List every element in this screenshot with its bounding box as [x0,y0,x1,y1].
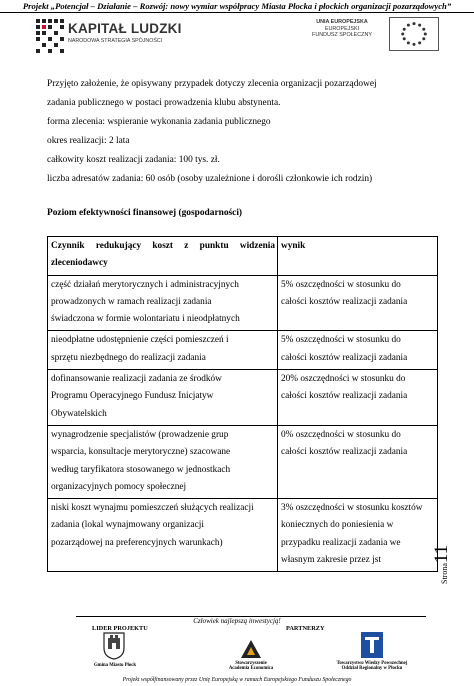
section-title: Poziom efektywności finansowej (gospodarności) [47,208,243,218]
intro-line: Przyjęto założenie, że opisywany przypadek dotyczy zlecenia organizacji pozarządowej [47,79,377,89]
cell-line: 3% oszczędności w stosunku kosztów [281,503,423,514]
cell-line: sprzętu niezbędnego do realizacji zadania [51,352,206,363]
cell-line: całości kosztów realizacji zadania [281,296,408,307]
result-cell [278,275,438,331]
table-row [48,370,438,426]
cell-line: nieodpłatne udostępnienie części pomieszczeń i [51,335,229,346]
cell-line: dofinansowanie realizacji zadania ze środków [51,374,222,385]
cell-line: 20% oszczędności w stosunku do [281,374,406,385]
twp-logo-icon [361,632,383,658]
cell-line: organizacyjnych pomocy społecznej [51,481,187,492]
table-header-row [48,237,438,276]
factor-cell [48,331,278,370]
table-header-factor [48,237,278,276]
table-row [48,499,438,572]
header-divider [0,12,474,13]
cell-line: 5% oszczędności w stosunku do [281,279,401,290]
result-cell [278,499,438,572]
cell-line: 0% oszczędności w stosunku do [281,429,401,440]
eu-line-1: UNIA EUROPEJSKA [316,19,368,25]
eu-logo-text [302,19,382,39]
table-row [48,331,438,370]
partner-2-name [322,661,422,671]
factor-cell [48,370,278,426]
factor-cell [48,275,278,331]
table-row [48,275,438,331]
cell-line: część działań merytorycznych i administracyjnych [51,279,239,290]
kapital-ludzki-emblem-icon [34,17,66,55]
page-number-value: 11 [431,544,452,564]
cell-line: koniecznych do poniesienia w [281,520,394,531]
header-line: Czynnik redukujący koszt z punktu widzenia [51,241,275,251]
academia-economica-logo-icon [240,639,262,659]
intro-line: całkowity koszt realizacji zadania: 100 tys. zł. [47,155,220,165]
lider-name: Gmina Miasto Płock [93,663,137,668]
page-number [431,544,451,584]
eu-logo [302,17,442,51]
cell-line: Programu Operacyjnego Fundusz Inicjatyw [51,391,214,402]
footer-motto: Człowiek najlepszą inwestycją! [193,617,281,625]
eu-line-3: FUNDUSZ SPOŁECZNY [312,32,372,39]
factor-cell [48,425,278,498]
cell-line: niski koszt wynajmu pomieszczeń służących realizacji [51,503,254,514]
intro-line: okres realizacji: 2 lata [47,136,130,146]
lider-label: LIDER PROJEKTU [92,625,148,632]
efficiency-table [47,236,438,572]
cell-line: całości kosztów realizacji zadania [281,447,408,458]
table-row [48,425,438,498]
cell-line: świadczona w formie wolontariatu i nieodpłatnych [51,314,240,325]
result-cell [278,331,438,370]
partner-1-name [211,661,291,671]
kapital-ludzki-logo [34,17,184,57]
plock-coat-of-arms-icon [103,632,125,660]
cell-line: własnym zakresie przez jst [281,555,381,566]
eu-flag-icon [389,17,439,51]
cell-line: wynagrodzenie specjalistów (prowadzenie grup [51,429,229,440]
footer-project-note: Projekt współfinansowany przez Unię Europejską w ramach Europejskiego Funduszu Społecznego [122,677,352,683]
cell-line: według taryfikatora stosowanego w jednostkach [51,464,231,475]
cell-line: całości kosztów realizacji zadania [281,352,408,363]
partner-2-line: Towarzystwo Wiedzy Powszechnej [336,661,408,666]
cell-line: pozarządowej na preferencyjnych warunkach) [51,537,223,548]
partner-1-line: Academia Economica [228,666,274,671]
kapital-ludzki-subtitle: NARODOWA STRATEGIA SPÓJNOŚCI [68,38,163,44]
intro-line: forma zlecenia: wspieranie wykonania zadania publicznego [47,117,271,127]
intro-line: zadania publicznego w postaci prowadzenia klubu abstynenta. [47,98,281,108]
cell-line: wsparcia, konsultacje merytoryczne) szacowane [51,447,231,458]
factor-cell [48,499,278,572]
partnerzy-label: PARTNERZY [286,625,325,632]
cell-line: przypadku realizacji zadania we [281,537,401,548]
partner-2-line: Oddział Regionalny w Płocku [341,666,403,671]
table-header-result: wynik [278,237,438,276]
result-cell [278,370,438,426]
kapital-ludzki-title: KAPITAŁ LUDZKI [68,21,182,36]
cell-line: 5% oszczędności w stosunku do [281,335,401,346]
cell-line: zadania (lokal wynajmowany organizacji [51,520,204,531]
cell-line: prowadzonych w ramach realizacji zadania [51,296,212,307]
intro-line: liczba adresatów zadania: 60 osób (osoby uzależnione i dorośli członkowie ich rodzin) [47,174,373,184]
eu-line-2: EUROPEJSKI [324,25,360,32]
header-line: zleceniodawcy [51,258,108,269]
partner-1-line: Stowarzyszenie [235,661,267,666]
result-cell [278,425,438,498]
project-header: Projekt „Potencjał – Działanie – Rozwój: nowy wymiar współpracy Miasta Płocka i płockich organizacji pozarządowych” [22,1,452,11]
cell-line: Obywatelskich [51,408,107,419]
cell-line: całości kosztów realizacji zadania [281,391,408,402]
page-label: Strona [440,563,449,584]
